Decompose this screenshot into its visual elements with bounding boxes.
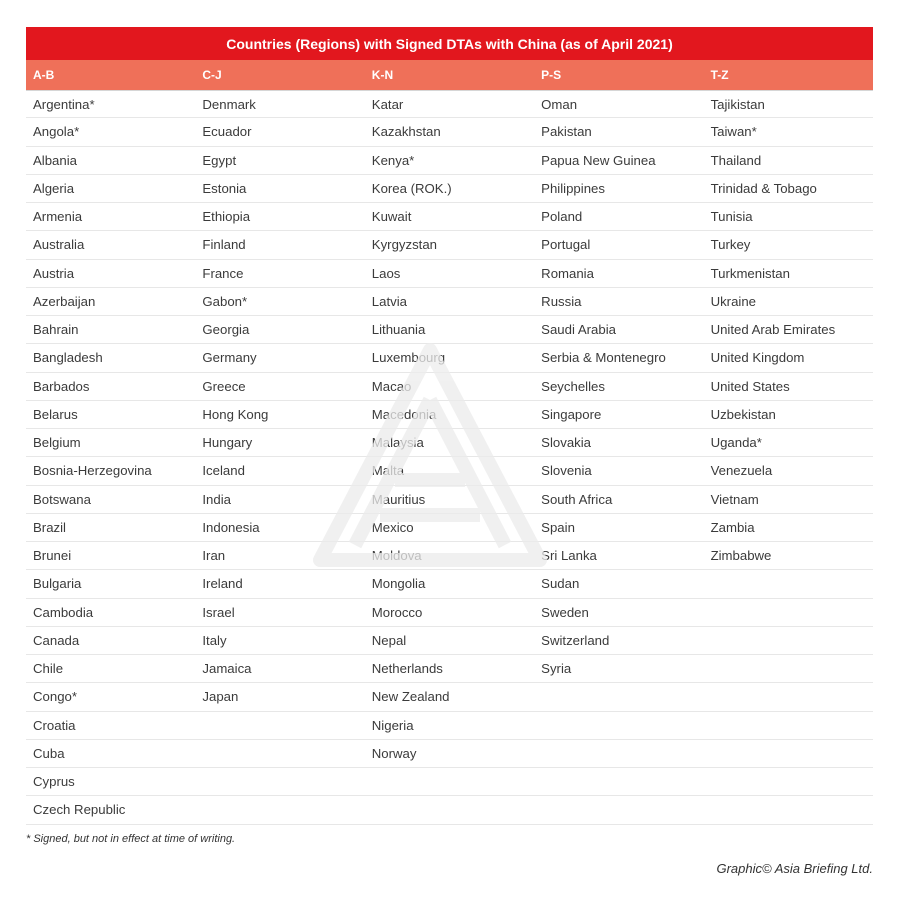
table-title: Countries (Regions) with Signed DTAs with China (as of April 2021)	[26, 27, 873, 60]
table-cell: Luxembourg	[371, 350, 446, 366]
table-cell: Gabon*	[202, 293, 248, 309]
table-row	[26, 401, 873, 429]
table-row	[26, 627, 873, 655]
table-row	[26, 260, 873, 288]
table-cell: Switzerland	[541, 632, 610, 648]
table-cell: South Africa	[541, 491, 613, 507]
table-cell: Poland	[541, 209, 583, 225]
table-cell: Sweden	[541, 604, 589, 620]
table-cell: Bangladesh	[33, 350, 103, 366]
table-cell: Venezuela	[710, 463, 773, 479]
table-cell: Zimbabwe	[710, 548, 772, 564]
table-cell: Hungary	[202, 435, 253, 451]
table-row	[26, 796, 873, 824]
table-cell: Italy	[202, 632, 227, 648]
table-cell: Nigeria	[371, 717, 414, 733]
table-row	[26, 203, 873, 231]
table-cell: Austria	[33, 265, 75, 281]
table-cell: Azerbaijan	[33, 293, 96, 309]
table-cell: Israel	[202, 604, 235, 620]
table-cell: Tajikistan	[710, 96, 765, 112]
table-cell: Tunisia	[710, 209, 753, 225]
table-cell: Spain	[541, 519, 575, 535]
table-cell: Malaysia	[371, 435, 424, 451]
table-cell: Oman	[541, 96, 578, 112]
table-cell: Mongolia	[371, 576, 426, 592]
table-cell: Syria	[541, 661, 572, 677]
table-cell: Brunei	[33, 548, 72, 564]
table-cell: Taiwan*	[710, 124, 757, 140]
table-cell: India	[202, 491, 231, 507]
table-cell: Mexico	[371, 519, 414, 535]
table-cell: Moldova	[371, 548, 422, 564]
table-cell: Cyprus	[33, 774, 75, 790]
table-cell: Greece	[202, 378, 246, 394]
table-cell: Kuwait	[371, 209, 412, 225]
table-cell: Nepal	[371, 632, 407, 648]
table-row	[26, 542, 873, 570]
table-cell: Thailand	[710, 152, 762, 168]
table-cell: Latvia	[371, 293, 407, 309]
table-row	[26, 373, 873, 401]
column-header-k-n: K-N	[371, 68, 394, 82]
table-row	[26, 768, 873, 796]
table-row	[26, 655, 873, 683]
table-cell: Belarus	[33, 406, 78, 422]
table-cell: Cambodia	[33, 604, 94, 620]
table-cell: Bahrain	[33, 322, 79, 338]
table-row	[26, 683, 873, 711]
column-header-c-j: C-J	[202, 68, 222, 82]
table-row	[26, 712, 873, 740]
table-cell: Ecuador	[202, 124, 252, 140]
table-cell: Romania	[541, 265, 594, 281]
column-header-a-b: A-B	[33, 68, 55, 82]
table-cell: Mauritius	[371, 491, 426, 507]
table-cell: Kazakhstan	[371, 124, 441, 140]
table-cell: Armenia	[33, 209, 83, 225]
table-cell: United Kingdom	[710, 350, 805, 366]
table-cell: Pakistan	[541, 124, 592, 140]
table-cell: Croatia	[33, 717, 76, 733]
table-row	[26, 231, 873, 259]
table-cell: Canada	[33, 632, 80, 648]
table-cell: Barbados	[33, 378, 90, 394]
column-header-row	[26, 60, 873, 90]
table-cell: Katar	[371, 96, 404, 112]
table-row	[26, 570, 873, 598]
table-cell: Brazil	[33, 519, 66, 535]
table-row	[26, 457, 873, 485]
table-cell: Turkmenistan	[710, 265, 790, 281]
table-cell: Netherlands	[371, 661, 443, 677]
table-cell: Slovenia	[541, 463, 592, 479]
table-cell: Morocco	[371, 604, 423, 620]
table-row	[26, 316, 873, 344]
table-cell: United Arab Emirates	[710, 322, 836, 338]
dta-table	[26, 27, 873, 825]
table-cell: Ukraine	[710, 293, 757, 309]
table-cell: Denmark	[202, 96, 256, 112]
table-cell: Algeria	[33, 180, 75, 196]
table-cell: Norway	[371, 745, 417, 761]
table-cell: Ireland	[202, 576, 243, 592]
table-cell: Ethiopia	[202, 209, 251, 225]
table-cell: Lithuania	[371, 322, 426, 338]
table-cell: New Zealand	[371, 689, 450, 705]
table-row	[26, 599, 873, 627]
table-cell: Slovakia	[541, 435, 592, 451]
table-cell: Kenya*	[371, 152, 415, 168]
table-cell: France	[202, 265, 244, 281]
table-cell: Zambia	[710, 519, 755, 535]
table-cell: Turkey	[710, 237, 751, 253]
footnote: * Signed, but not in effect at time of writing.	[26, 833, 236, 845]
column-header-p-s: P-S	[541, 68, 562, 82]
table-row	[26, 147, 873, 175]
table-cell: Czech Republic	[33, 802, 126, 818]
table-cell: Germany	[202, 350, 257, 366]
table-cell: Congo*	[33, 689, 77, 705]
table-row	[26, 740, 873, 768]
table-cell: Trinidad & Tobago	[710, 180, 817, 196]
table-cell: Angola*	[33, 124, 80, 140]
table-cell: Singapore	[541, 406, 602, 422]
table-row	[26, 118, 873, 146]
table-cell: Malta	[371, 463, 405, 479]
table-cell: Laos	[371, 265, 401, 281]
table-cell: Macedonia	[371, 406, 437, 422]
table-cell: Finland	[202, 237, 246, 253]
table-row	[26, 486, 873, 514]
table-cell: Botswana	[33, 491, 91, 507]
table-cell: Albania	[33, 152, 77, 168]
table-cell: Serbia & Montenegro	[541, 350, 666, 366]
table-cell: Macao	[371, 378, 412, 394]
table-cell: Argentina*	[33, 96, 95, 112]
table-cell: Bulgaria	[33, 576, 82, 592]
table-cell: Uganda*	[710, 435, 762, 451]
table-cell: Iceland	[202, 463, 245, 479]
table-cell: Korea (ROK.)	[371, 180, 452, 196]
table-body	[26, 90, 873, 825]
table-row	[26, 429, 873, 457]
table-cell: Iran	[202, 548, 226, 564]
table-cell: Georgia	[202, 322, 250, 338]
table-row	[26, 90, 873, 118]
table-cell: Sri Lanka	[541, 548, 597, 564]
table-cell: Philippines	[541, 180, 605, 196]
table-cell: United States	[710, 378, 790, 394]
table-cell: Saudi Arabia	[541, 322, 616, 338]
table-row	[26, 288, 873, 316]
table-row	[26, 175, 873, 203]
table-row	[26, 514, 873, 542]
table-cell: Belgium	[33, 435, 81, 451]
table-cell: Hong Kong	[202, 406, 269, 422]
graphic-credit: Graphic© Asia Briefing Ltd.	[716, 861, 873, 876]
table-cell: Australia	[33, 237, 85, 253]
table-cell: Bosnia-Herzegovina	[33, 463, 152, 479]
table-cell: Vietnam	[710, 491, 759, 507]
table-row	[26, 344, 873, 372]
table-cell: Papua New Guinea	[541, 152, 656, 168]
table-cell: Chile	[33, 661, 64, 677]
table-cell: Indonesia	[202, 519, 260, 535]
table-cell: Portugal	[541, 237, 591, 253]
table-cell: Uzbekistan	[710, 406, 776, 422]
column-header-t-z: T-Z	[710, 68, 729, 82]
table-cell: Cuba	[33, 745, 65, 761]
table-cell: Sudan	[541, 576, 580, 592]
table-cell: Kyrgyzstan	[371, 237, 438, 253]
table-cell: Japan	[202, 689, 239, 705]
table-cell: Seychelles	[541, 378, 605, 394]
table-cell: Estonia	[202, 180, 247, 196]
table-cell: Jamaica	[202, 661, 252, 677]
table-cell: Russia	[541, 293, 582, 309]
table-cell: Egypt	[202, 152, 237, 168]
